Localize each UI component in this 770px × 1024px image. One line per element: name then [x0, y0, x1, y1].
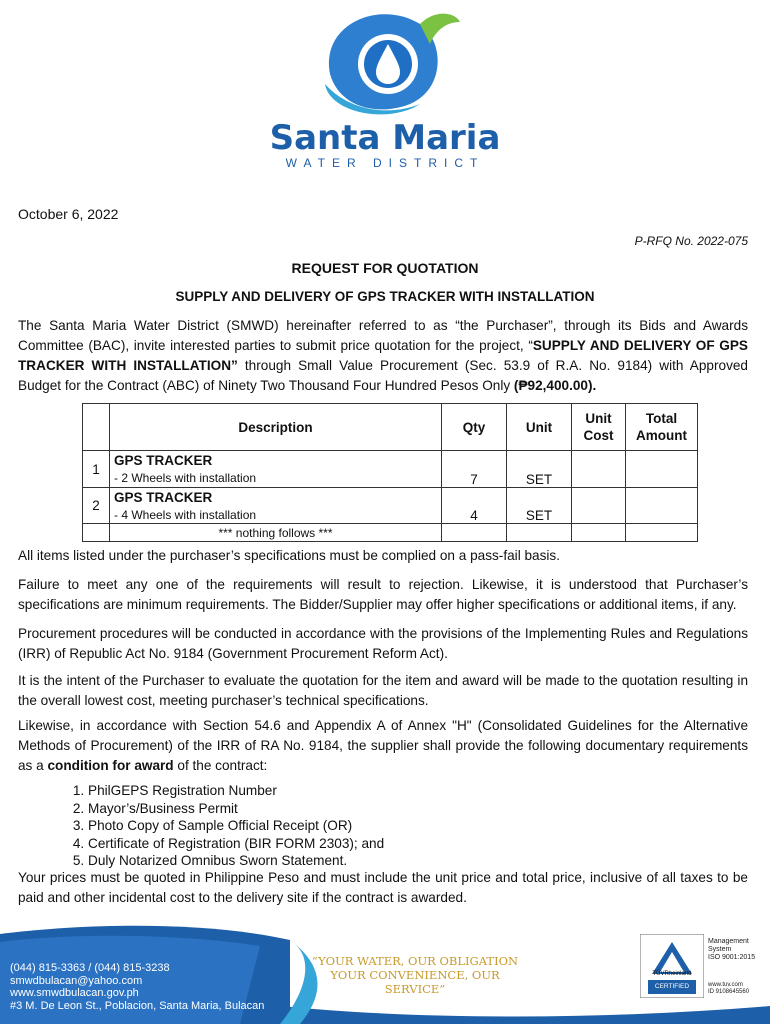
cert-line-1: Management: [708, 938, 749, 945]
intro-abc-amount: (₱92,400.00).: [513, 378, 597, 393]
item-number: 2: [83, 488, 110, 524]
cert-line-2: System: [708, 946, 732, 953]
cert-description: [708, 938, 768, 962]
rfq-number: P-RFQ No. 2022-075: [634, 234, 748, 248]
empty-cell: [442, 524, 507, 542]
empty-cell: [83, 524, 110, 542]
header-qty: Qty: [442, 404, 507, 451]
item-total-amount: [626, 451, 698, 488]
motto-line-2: YOUR CONVENIENCE, OUR SERVICE”: [330, 968, 500, 996]
footer-address: #3 M. De Leon St., Poblacion, Santa Maria, Bulacan: [10, 999, 265, 1012]
item-description: [110, 451, 442, 488]
item-unit: SET: [507, 488, 572, 524]
header-number: [83, 404, 110, 451]
paragraph-requirements-intro: [18, 716, 748, 776]
table-row: [83, 488, 698, 524]
footer-email[interactable]: smwdbulacan@yahoo.com: [10, 974, 143, 987]
item-qty: 7: [442, 451, 507, 488]
item-detail: - 2 Wheels with installation: [114, 471, 257, 485]
list-item: 5. Duly Notarized Omnibus Sworn Statement.: [88, 852, 384, 870]
item-name: GPS TRACKER: [114, 453, 213, 468]
paragraph-procedures: Procurement procedures will be conducted in accordance with the provisions of the Implementing Rules and Regulations (IRR) of Republic Act No. 9184 (Government Procurement Reform Act).: [18, 626, 748, 661]
item-description: [110, 488, 442, 524]
paragraph-prices: Your prices must be quoted in Philippine Peso and must include the unit price and total price, inclusive of all taxes to be paid and other incidental cost to the delivery site if the contract is awarded.: [18, 870, 748, 905]
items-table: [82, 403, 698, 542]
list-item: 2. Mayor’s/Business Permit: [88, 800, 384, 818]
cert-brand: TÜVRheinland: [652, 971, 692, 977]
requirements-list: [62, 782, 384, 870]
item-qty: 4: [442, 488, 507, 524]
intro-paragraph: [18, 316, 748, 396]
paragraph-rejection: Failure to meet any one of the requirements will result to rejection. Likewise, it is understood that Purchaser’s specifications are minimum requirements. The Bidder/Supplier may offer higher specifications or additional items, if any.: [18, 577, 748, 612]
header-unit-cost: Unit Cost: [572, 404, 626, 451]
cert-id: ID 9108645560: [708, 989, 750, 995]
nothing-follows: *** nothing follows ***: [110, 524, 442, 542]
empty-cell: [626, 524, 698, 542]
letter-date: October 6, 2022: [18, 206, 119, 222]
p6-condition: condition for award: [47, 758, 174, 773]
cert-line-3: ISO 9001:2015: [708, 954, 756, 961]
header-unit: Unit: [507, 404, 572, 451]
item-total-amount: [626, 488, 698, 524]
list-item: 3. Photo Copy of Sample Official Receipt (OR): [88, 817, 384, 835]
p6-text-b: of the contract:: [173, 758, 268, 773]
paragraph-pass-fail: All items listed under the purchaser’s specifications must be complied on a pass-fail basis.: [18, 548, 560, 563]
item-unit: SET: [507, 451, 572, 488]
footer-motto: [300, 954, 530, 996]
footer-contact: [10, 962, 264, 1012]
header-description: Description: [110, 404, 442, 451]
cert-url-block: [708, 982, 749, 996]
motto-line-1: “YOUR WATER, OUR OBLIGATION: [311, 954, 519, 968]
table-row: [83, 524, 698, 542]
cert-url: www.tuv.com: [708, 982, 743, 988]
item-unit-cost: [572, 488, 626, 524]
p6-text-a: Likewise, in accordance with Section 54.6 and Appendix A of Annex "H" (Consolidated Guidelines for the Alternative Methods of Procurement) of the IRR of RA No. 9184, the supplier shall provide the following documentary requirements as a: [18, 718, 748, 773]
list-item: 4. Certificate of Registration (BIR FORM 2303); and: [88, 835, 384, 853]
table-row: [83, 451, 698, 488]
table-header-row: [83, 404, 698, 451]
intro-text-a: The Santa Maria Water District (SMWD) hereinafter referred to as “the Purchaser”, through its Bids and Awards Committee (BAC), invite interested parties to submit price quotation for the project, “: [18, 318, 748, 353]
list-item: 1. PhilGEPS Registration Number: [88, 782, 384, 800]
brand-subtitle: WATER DISTRICT: [285, 156, 485, 170]
tuv-certification-badge: [640, 934, 704, 998]
empty-cell: [507, 524, 572, 542]
empty-cell: [572, 524, 626, 542]
document-title: REQUEST FOR QUOTATION: [291, 260, 479, 276]
item-name: GPS TRACKER: [114, 489, 213, 505]
item-detail: - 4 Wheels with installation: [114, 507, 257, 522]
item-number: 1: [83, 451, 110, 488]
cert-badge-label: CERTIFIED: [654, 983, 690, 990]
item-unit-cost: [572, 451, 626, 488]
intro-project-name: SUPPLY AND DELIVERY OF GPS TRACKER WITH INSTALLATION”: [18, 338, 748, 373]
footer-phone: (044) 815-3363 / (044) 815-3238: [10, 962, 170, 974]
header-total-amount: Total Amount: [626, 404, 698, 451]
project-title: SUPPLY AND DELIVERY OF GPS TRACKER WITH INSTALLATION: [175, 289, 595, 304]
footer-website[interactable]: www.smwdbulacan.gov.ph: [10, 987, 139, 999]
paragraph-evaluation: It is the intent of the Purchaser to evaluate the quotation for the item and award will be made to the quotation resulting in the overall lowest cost, meeting purchaser’s technical specifications.: [18, 673, 748, 708]
intro-text-b: through Small Value Procurement (Sec. 53.9 of R.A. No. 9184) with Approved Budget for the Contract (ABC) of Ninety Two Thousand Four Hundred Pesos Only: [18, 358, 748, 393]
water-drop-logo-icon: [270, 4, 500, 124]
brand-name: Santa Maria: [269, 118, 501, 158]
